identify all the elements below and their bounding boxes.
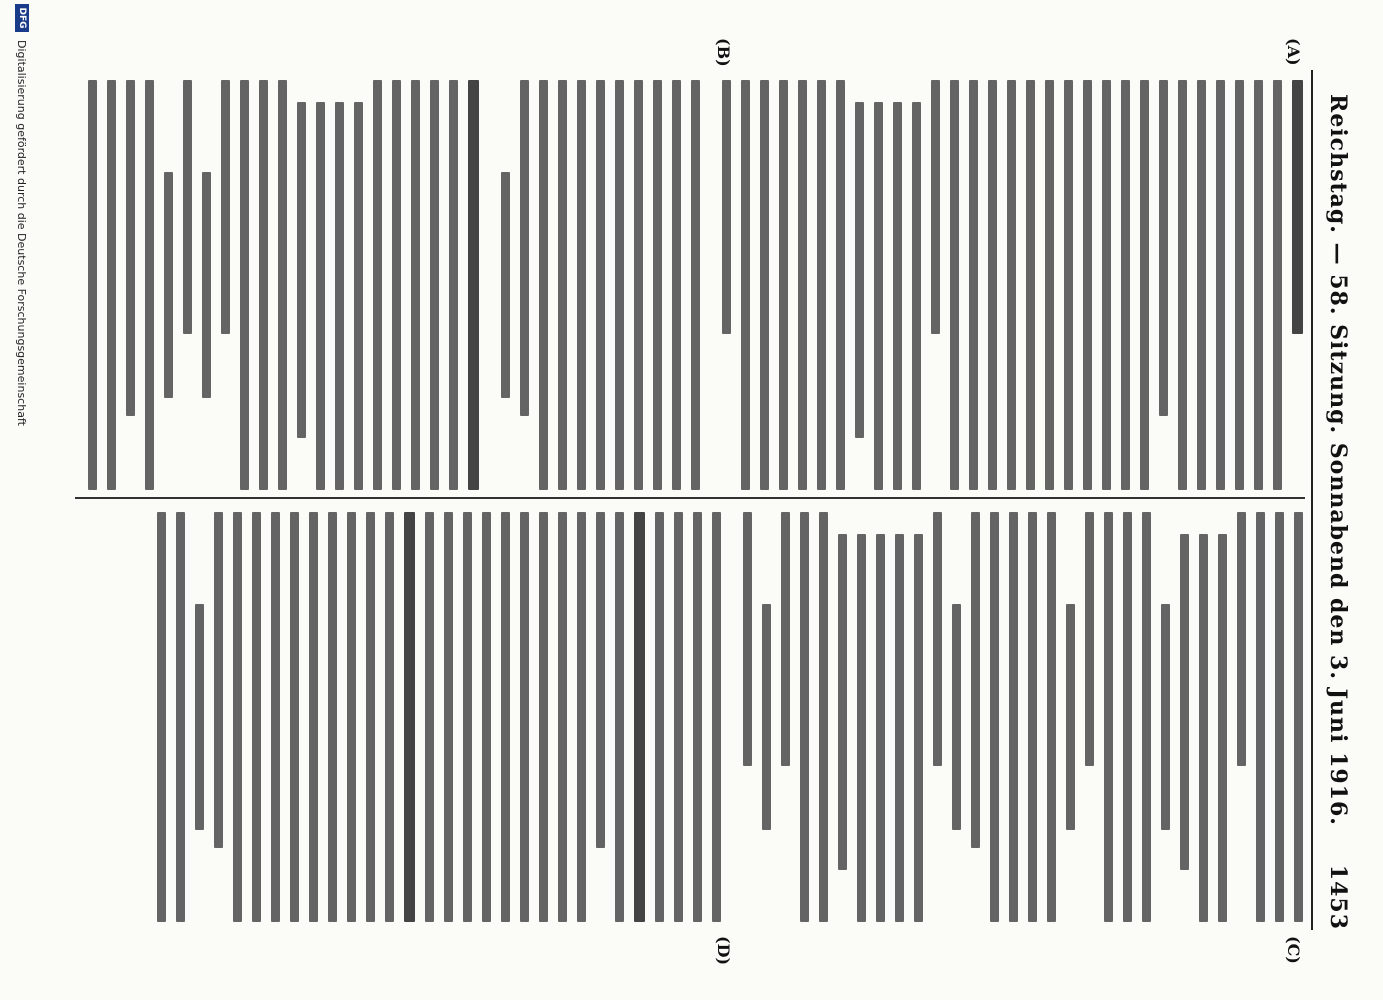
margin-marker-d: (D) (714, 936, 733, 966)
margin-marker-b: (B) (714, 38, 733, 67)
page-header (1315, 70, 1351, 930)
column-divider (75, 497, 1305, 499)
header-rule (1311, 70, 1313, 930)
dfg-logo: DFG (15, 4, 29, 32)
funding-note: Digitalisierung gefördert durch die Deutsche Forschungsgemeinschaft (15, 40, 28, 426)
text-column-right (83, 512, 1303, 922)
page-number: 1453 (1325, 864, 1351, 930)
header-title: Reichstag. — 58. Sitzung. Sonnabend den 3. Juni 1916. (1325, 94, 1351, 826)
margin-marker-c: (C) (1284, 936, 1303, 964)
text-column-left (83, 80, 1303, 490)
margin-marker-a: (A) (1284, 38, 1303, 66)
